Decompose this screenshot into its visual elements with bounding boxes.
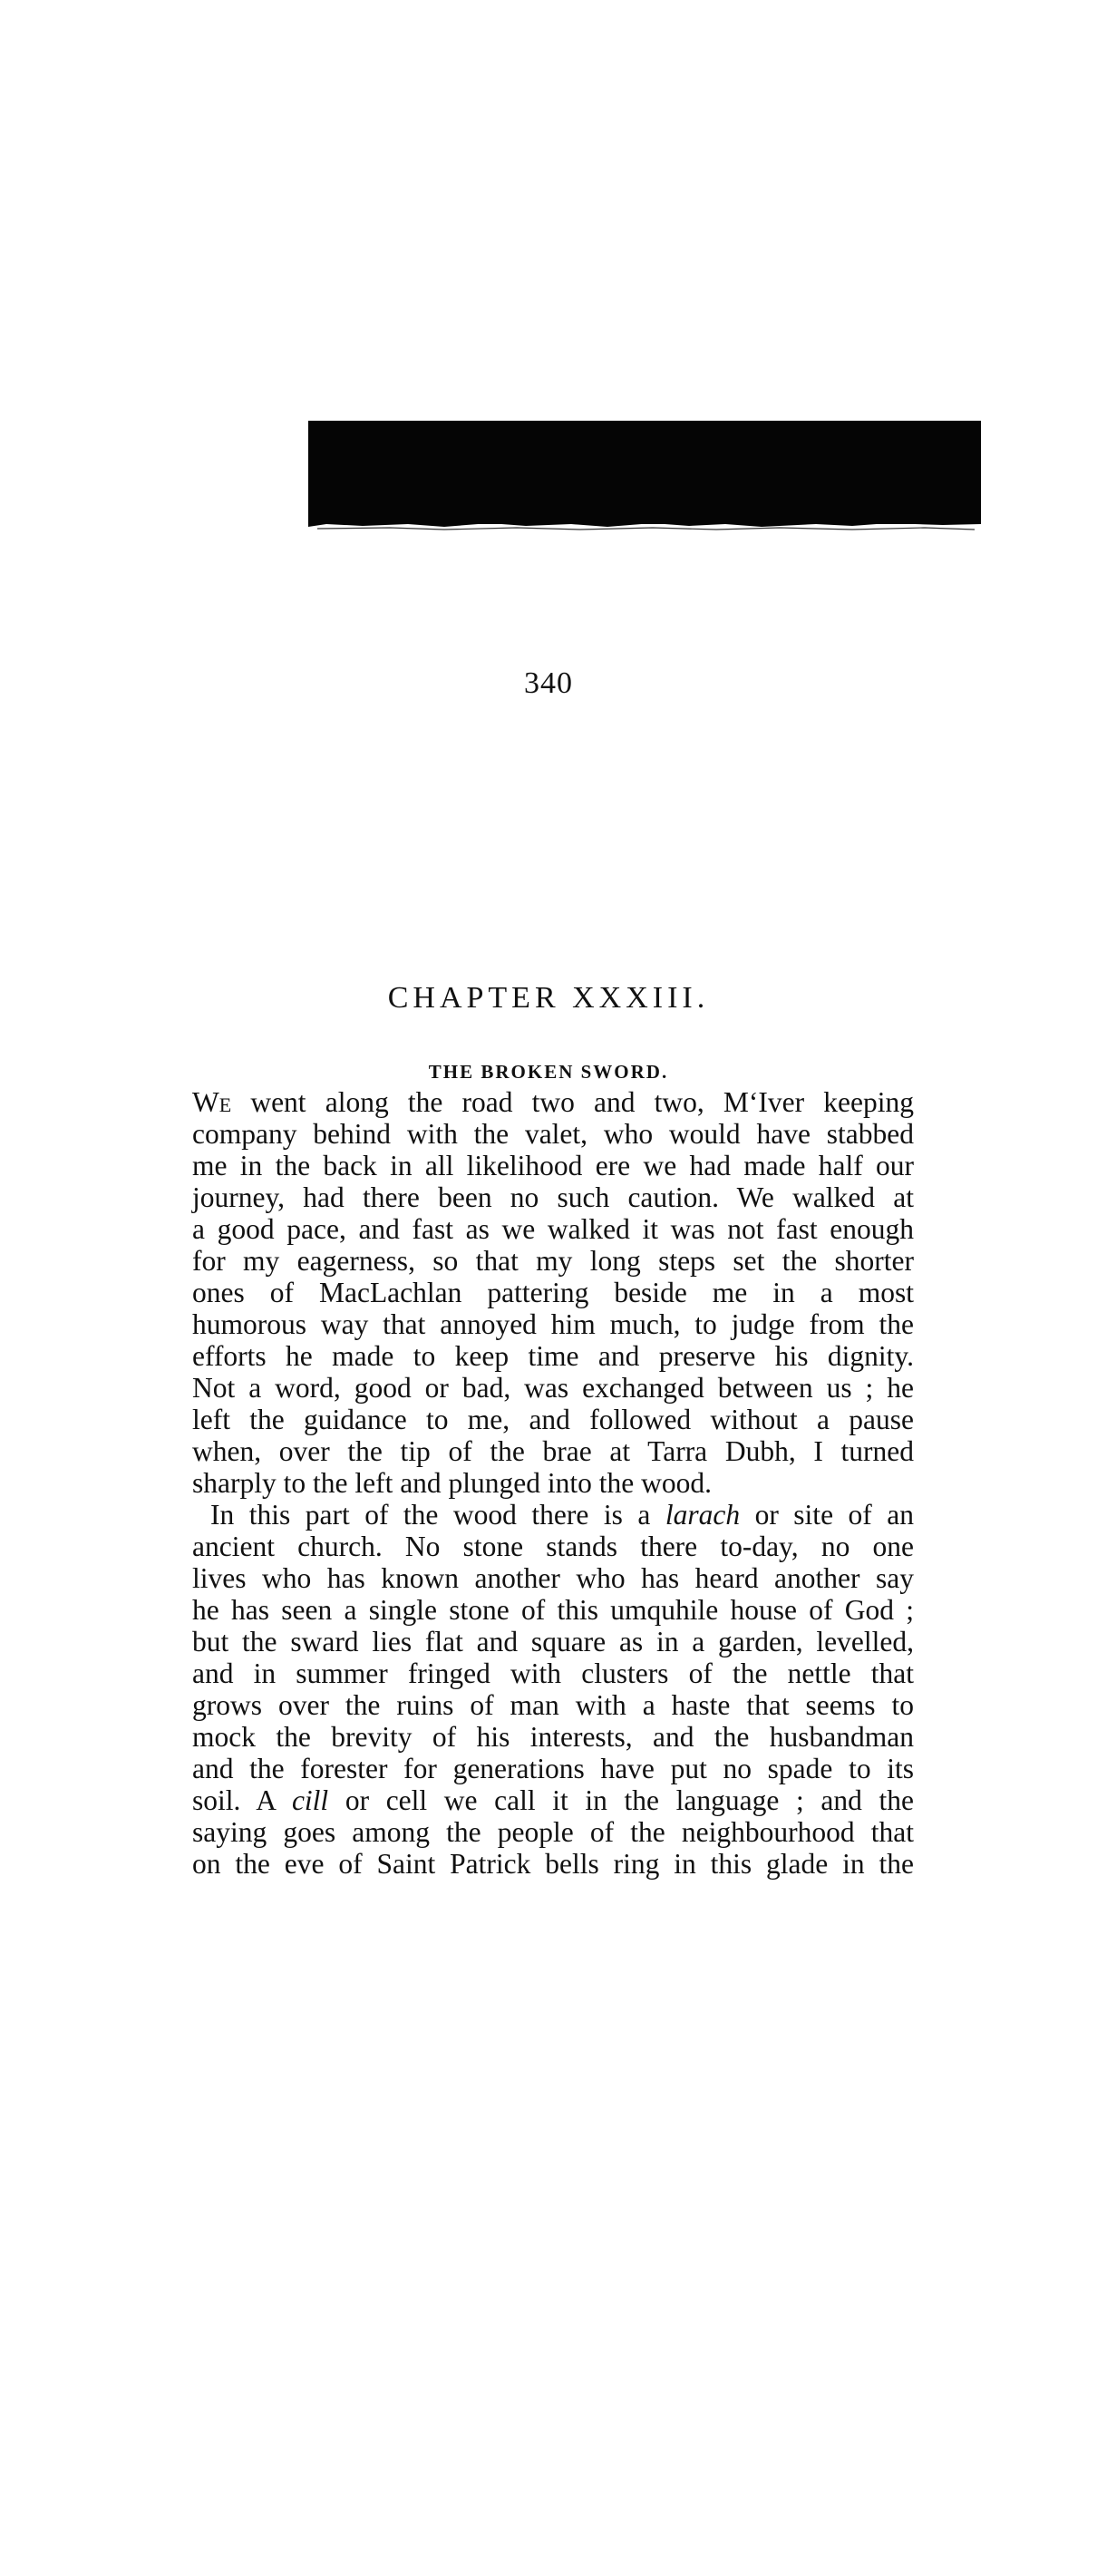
text-line xyxy=(192,1784,914,1816)
text-line: mock the brevity of his interests, and the husbandman xyxy=(192,1721,914,1753)
text-line: and the forester for generations have put no spade to its xyxy=(192,1753,914,1784)
text-segment: In this part of the wood there is a xyxy=(210,1499,665,1531)
text-line: and in summer fringed with clusters of the nettle that xyxy=(192,1657,914,1689)
paragraph-1 xyxy=(192,1086,914,1499)
text-line: but the sward lies flat and square as in a garden, levelled, xyxy=(192,1626,914,1657)
text-line: left the guidance to me, and followed without a pause xyxy=(192,1404,914,1435)
text-line: lives who has known another who has heard another say xyxy=(192,1562,914,1594)
body-text xyxy=(192,1086,914,1880)
text-segment: went along the road two and two, M‘Iver keeping xyxy=(231,1086,914,1118)
text-line: me in the back in all likelihood ere we had made half our xyxy=(192,1150,914,1181)
text-line: saying goes among the people of the neighbourhood that xyxy=(192,1816,914,1848)
text-line: humorous way that annoyed him much, to judge from the xyxy=(192,1308,914,1340)
page-number: 340 xyxy=(524,666,573,700)
text-segment: or cell we call it in the language ; and the xyxy=(328,1784,914,1816)
text-line: on the eve of Saint Patrick bells ring in this glade in the xyxy=(192,1848,914,1880)
text-segment: soil. A xyxy=(192,1784,292,1816)
text-line xyxy=(192,1499,914,1531)
text-segment: or site of an xyxy=(740,1499,914,1531)
text-line: journey, had there been no such caution. We walked at xyxy=(192,1181,914,1213)
text-line: when, over the tip of the brae at Tarra Dubh, I turned xyxy=(192,1435,914,1467)
italic-word: larach xyxy=(665,1499,741,1531)
black-redaction-bar xyxy=(308,421,981,524)
text-line: company behind with the valet, who would have stabbed xyxy=(192,1118,914,1150)
chapter-subtitle: THE BROKEN SWORD. xyxy=(428,1061,669,1083)
text-line: ones of MacLachlan pattering beside me in a most xyxy=(192,1277,914,1308)
paragraph-2 xyxy=(192,1499,914,1880)
drop-word: We xyxy=(192,1086,232,1118)
text-line: for my eagerness, so that my long steps set the shorter xyxy=(192,1245,914,1277)
black-bar-frayed-edge xyxy=(308,519,981,531)
text-line: Not a word, good or bad, was exchanged between us ; he xyxy=(192,1372,914,1404)
text-line: sharply to the left and plunged into the wood. xyxy=(192,1467,713,1499)
text-line xyxy=(192,1086,914,1118)
text-line: ancient church. No stone stands there to-day, no one xyxy=(192,1531,914,1562)
text-line: a good pace, and fast as we walked it was not fast enough xyxy=(192,1213,914,1245)
text-line: he has seen a single stone of this umquhile house of God ; xyxy=(192,1594,914,1626)
italic-word: cill xyxy=(291,1784,329,1816)
chapter-title: CHAPTER XXXIII. xyxy=(387,981,710,1015)
text-line: efforts he made to keep time and preserve his dignity. xyxy=(192,1340,914,1372)
text-line: grows over the ruins of man with a haste that seems to xyxy=(192,1689,914,1721)
